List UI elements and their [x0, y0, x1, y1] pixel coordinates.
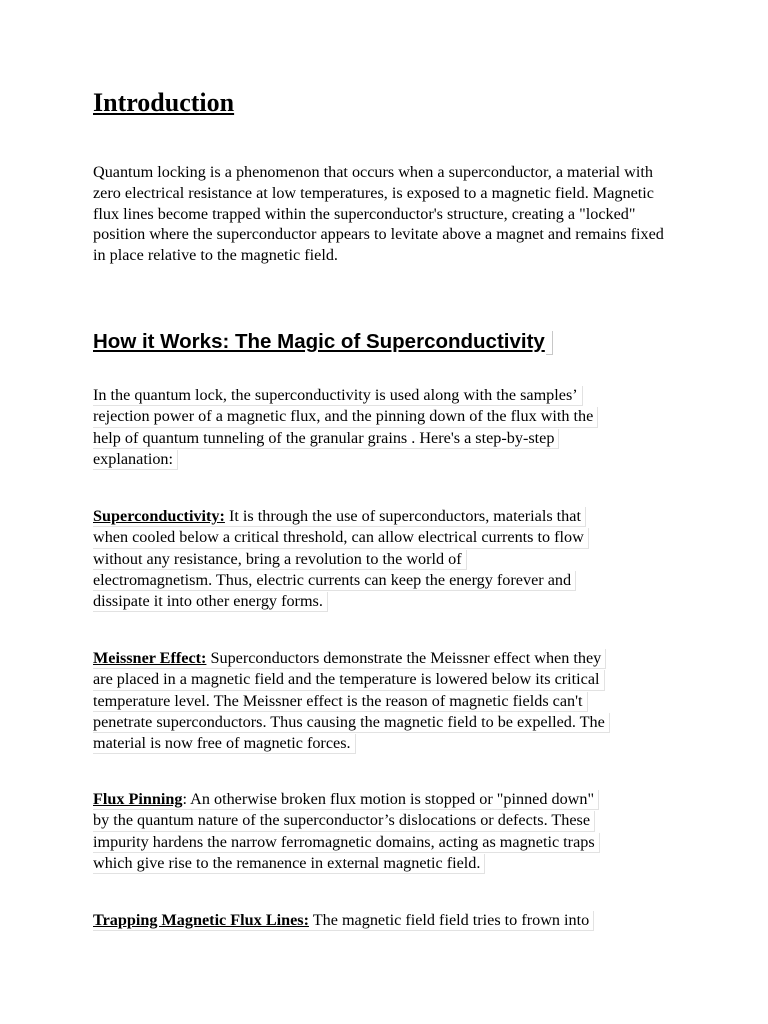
paragraph-line: temperature level. The Meissner effect is the reason of magnetic fields can't: [93, 691, 678, 712]
paragraph-line: Meissner Effect: Superconductors demonstrate the Meissner effect when they: [93, 648, 678, 669]
paragraph-line: penetrate superconductors. Thus causing the magnetic field to be expelled. The: [93, 712, 678, 733]
paragraph-line: material is now free of magnetic forces.: [93, 733, 678, 754]
section-intro-paragraph: [93, 385, 678, 470]
text-cursor-marker: [546, 331, 553, 355]
superconductivity-paragraph: [93, 506, 678, 612]
paragraph-line: impurity hardens the narrow ferromagnetic domains, acting as magnetic traps: [93, 832, 678, 853]
paragraph-line: dissipate it into other energy forms.: [93, 591, 678, 612]
paragraph-line: when cooled below a critical threshold, can allow electrical currents to flow: [93, 527, 678, 548]
superconductivity-term: Superconductivity:: [93, 507, 225, 525]
section-heading-text: How it Works: The Magic of Superconductivity: [93, 330, 545, 353]
paragraph-line: electromagnetism. Thus, electric currents can keep the energy forever and: [93, 570, 678, 591]
paragraph-line: Flux Pinning: An otherwise broken flux motion is stopped or "pinned down": [93, 789, 678, 810]
trapping-flux-lines-term: Trapping Magnetic Flux Lines:: [93, 911, 309, 929]
paragraph-line: Trapping Magnetic Flux Lines: The magnetic field field tries to frown into: [93, 910, 678, 931]
paragraph-line: without any resistance, bring a revolution to the world of: [93, 549, 678, 570]
flux-pinning-paragraph: [93, 789, 678, 874]
page-title: Introduction: [93, 88, 235, 117]
section-heading: [93, 328, 553, 356]
paragraph-line: explanation:: [93, 449, 678, 470]
paragraph-line: help of quantum tunneling of the granular grains . Here's a step-by-step: [93, 428, 678, 449]
paragraph-line: which give rise to the remanence in external magnetic field.: [93, 853, 678, 874]
paragraph-line: by the quantum nature of the superconductor’s dislocations or defects. These: [93, 810, 678, 831]
meissner-effect-paragraph: [93, 648, 678, 754]
paragraph-line: are placed in a magnetic field and the temperature is lowered below its critical: [93, 669, 678, 690]
paragraph-line: In the quantum lock, the superconductivity is used along with the samples’: [93, 385, 678, 406]
flux-pinning-term: Flux Pinning: [93, 790, 183, 808]
trapping-flux-lines-paragraph: [93, 910, 678, 931]
intro-paragraph: Quantum locking is a phenomenon that occurs when a superconductor, a material with zero electrical resistance at low temperatures, is exposed to a magnetic field. Magnetic flux lines become trapped within the superconductor's structure, creating a "locked" position where the superconductor appears to levitate above a magnet and remains fixed in place relative to the magnetic field.: [93, 163, 664, 265]
meissner-effect-term: Meissner Effect:: [93, 649, 207, 667]
paragraph-line: rejection power of a magnetic flux, and the pinning down of the flux with the: [93, 406, 678, 427]
paragraph-line: Superconductivity: It is through the use of superconductors, materials that: [93, 506, 678, 527]
